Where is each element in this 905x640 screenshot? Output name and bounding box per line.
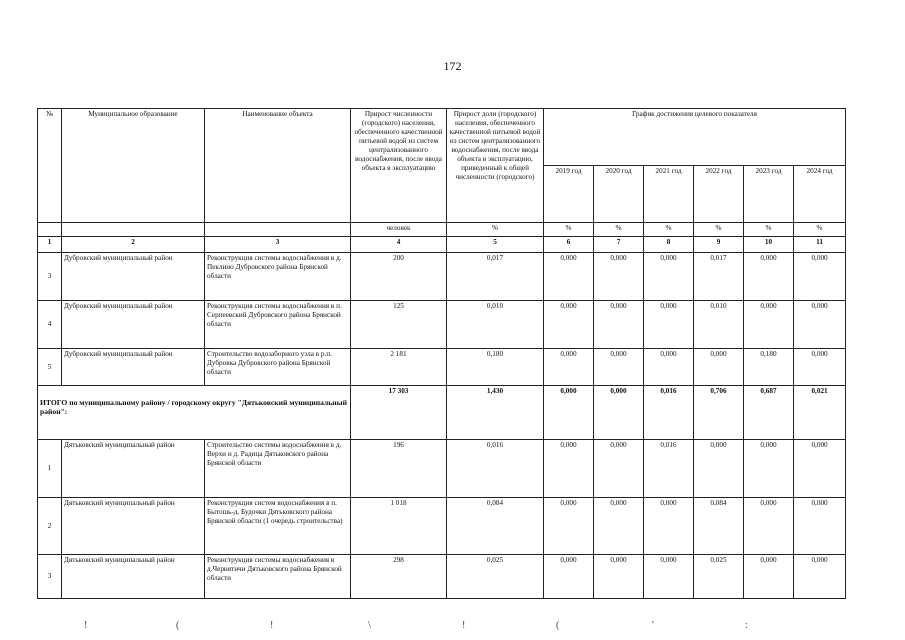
municipality-cell: Дятьковский муниципальный район xyxy=(62,440,205,498)
year-value-cell: 0,000 xyxy=(544,301,594,349)
year-value-cell: 0,000 xyxy=(794,349,846,386)
row-number: 5 xyxy=(38,349,62,386)
year-value-cell: 0,000 xyxy=(744,440,794,498)
year-value-cell: 0,000 xyxy=(594,301,644,349)
column-index-cell: 4 xyxy=(351,237,447,253)
year-value-cell: 0,000 xyxy=(544,349,594,386)
scan-mark: \ xyxy=(368,620,371,631)
column-index-cell: 6 xyxy=(544,237,594,253)
scan-mark: ( xyxy=(176,620,180,631)
year-value-cell: 0,000 xyxy=(544,555,594,599)
column-index-cell: 8 xyxy=(644,237,694,253)
scan-mark: ! xyxy=(462,620,466,631)
year-value-cell: 0,000 xyxy=(744,555,794,599)
year-header: 2019 год xyxy=(544,166,594,223)
year-value-cell: 0,000 xyxy=(644,349,694,386)
people-cell: 1 018 xyxy=(351,498,447,555)
object-cell: Строительство водозаборного узла в р.п. Дубровка Дубровского района Брянской области xyxy=(205,349,351,386)
column-index-cell: 7 xyxy=(594,237,644,253)
unit-percent: % xyxy=(794,223,846,237)
header-num: № xyxy=(38,109,62,223)
scan-mark: ' xyxy=(652,620,654,631)
total-people: 17 303 xyxy=(351,386,447,440)
people-cell: 298 xyxy=(351,555,447,599)
column-index-cell: 10 xyxy=(744,237,794,253)
year-value-cell: 0,000 xyxy=(594,349,644,386)
page-number: 172 xyxy=(443,59,462,73)
total-year-value: 0,021 xyxy=(794,386,846,440)
unit-people: человек xyxy=(351,223,447,237)
total-year-value: 0,000 xyxy=(594,386,644,440)
target-indicator-table xyxy=(37,108,846,599)
total-label: ИТОГО по муниципальному району / городскому округу "Дятьковский муниципальный район": xyxy=(38,386,351,440)
year-header: 2022 год xyxy=(694,166,744,223)
unit-percent: % xyxy=(447,223,544,237)
year-header: 2023 год xyxy=(744,166,794,223)
column-index-cell: 5 xyxy=(447,237,544,253)
unit-percent: % xyxy=(544,223,594,237)
year-header: 2021 год xyxy=(644,166,694,223)
object-cell: Реконструкция системы водоснабжения в д.Чернятичи Дятьковского района Брянской области xyxy=(205,555,351,599)
year-header: 2020 год xyxy=(594,166,644,223)
municipality-cell: Дубровский муниципальный район xyxy=(62,253,205,301)
table-row xyxy=(38,253,846,301)
share-cell: 0,016 xyxy=(447,440,544,498)
year-value-cell: 0,000 xyxy=(694,349,744,386)
year-value-cell: 0,016 xyxy=(644,440,694,498)
table-row xyxy=(38,440,846,498)
municipality-cell: Дубровский муниципальный район xyxy=(62,349,205,386)
header-schedule: График достижения целевого показателя xyxy=(544,109,846,166)
object-cell: Реконструкция систем водоснабжения в п. Бытошь-д. Будочки Дятьковского района Брянской области (1 очередь строительства) xyxy=(205,498,351,555)
header-object: Наименование объекта xyxy=(205,109,351,223)
scan-mark: ! xyxy=(84,620,88,631)
share-cell: 0,025 xyxy=(447,555,544,599)
object-cell: Реконструкция системы водоснабжения в п. Серпеевский Дубровского района Брянской области xyxy=(205,301,351,349)
row-number: 3 xyxy=(38,253,62,301)
year-value-cell: 0,000 xyxy=(794,498,846,555)
municipality-cell: Дятьковский муниципальный район xyxy=(62,498,205,555)
year-value-cell: 0,017 xyxy=(694,253,744,301)
scan-mark: ( xyxy=(556,620,560,631)
row-number: 2 xyxy=(38,498,62,555)
total-share: 1,430 xyxy=(447,386,544,440)
year-value-cell: 0,000 xyxy=(644,498,694,555)
year-value-cell: 0,000 xyxy=(744,253,794,301)
year-value-cell: 0,000 xyxy=(744,301,794,349)
column-index-cell: 11 xyxy=(794,237,846,253)
header-pop-growth: Прирост численности (городского) населения, обеспеченного качественной питьевой водой из систем централизованного водоснабжения, после ввода объекта в эксплуатацию xyxy=(351,109,447,223)
year-header: 2024 год xyxy=(794,166,846,223)
year-value-cell: 0,000 xyxy=(694,440,744,498)
row-number: 4 xyxy=(38,301,62,349)
share-cell: 0,010 xyxy=(447,301,544,349)
year-value-cell: 0,084 xyxy=(694,498,744,555)
column-index-cell: 3 xyxy=(205,237,351,253)
municipality-cell: Дятьковский муниципальный район xyxy=(62,555,205,599)
scan-mark: ! xyxy=(270,620,274,631)
column-index-cell: 9 xyxy=(694,237,744,253)
share-cell: 0,084 xyxy=(447,498,544,555)
total-year-value: 0,016 xyxy=(644,386,694,440)
year-value-cell: 0,000 xyxy=(544,440,594,498)
unit-percent: % xyxy=(694,223,744,237)
object-cell: Строительство системы водоснабжения в д. Верхи и д. Радица Дятьковского района Брянской области xyxy=(205,440,351,498)
year-value-cell: 0,000 xyxy=(544,253,594,301)
people-cell: 196 xyxy=(351,440,447,498)
year-value-cell: 0,000 xyxy=(544,498,594,555)
unit-percent: % xyxy=(744,223,794,237)
table-row xyxy=(38,555,846,599)
year-value-cell: 0,000 xyxy=(744,498,794,555)
unit-percent: % xyxy=(644,223,694,237)
year-value-cell: 0,000 xyxy=(794,440,846,498)
year-value-cell: 0,000 xyxy=(594,253,644,301)
year-value-cell: 0,000 xyxy=(794,555,846,599)
year-value-cell: 0,010 xyxy=(694,301,744,349)
object-cell: Реконструкция системы водоснабжения в д. Пеклино Дубровского района Брянской области xyxy=(205,253,351,301)
table-row xyxy=(38,349,846,386)
column-index-cell: 2 xyxy=(62,237,205,253)
year-value-cell: 0,000 xyxy=(794,301,846,349)
year-value-cell: 0,000 xyxy=(644,555,694,599)
year-value-cell: 0,000 xyxy=(594,440,644,498)
year-value-cell: 0,000 xyxy=(594,498,644,555)
table-row xyxy=(38,498,846,555)
row-number: 1 xyxy=(38,440,62,498)
share-cell: 0,017 xyxy=(447,253,544,301)
header-municipality: Муниципальное образование xyxy=(62,109,205,223)
table-row xyxy=(38,301,846,349)
column-index-cell: 1 xyxy=(38,237,62,253)
people-cell: 2 181 xyxy=(351,349,447,386)
people-cell: 200 xyxy=(351,253,447,301)
row-number: 3 xyxy=(38,555,62,599)
share-cell: 0,180 xyxy=(447,349,544,386)
municipality-cell: Дубровский муниципальный район xyxy=(62,301,205,349)
year-value-cell: 0,000 xyxy=(794,253,846,301)
year-value-cell: 0,000 xyxy=(644,253,694,301)
year-value-cell: 0,000 xyxy=(644,301,694,349)
total-year-value: 0,706 xyxy=(694,386,744,440)
year-value-cell: 0,000 xyxy=(594,555,644,599)
year-value-cell: 0,180 xyxy=(744,349,794,386)
scan-mark: : xyxy=(745,620,748,631)
total-row xyxy=(38,386,846,440)
total-year-value: 0,000 xyxy=(544,386,594,440)
unit-percent: % xyxy=(594,223,644,237)
people-cell: 125 xyxy=(351,301,447,349)
year-value-cell: 0,025 xyxy=(694,555,744,599)
total-year-value: 0,687 xyxy=(744,386,794,440)
header-share-growth: Прирост доли (городского) населения, обеспеченного качественной питьевой водой из систем централизованного водоснабжения, после ввода объекта в эксплуатацию, приведенный к общей численности (городского) xyxy=(447,109,544,223)
